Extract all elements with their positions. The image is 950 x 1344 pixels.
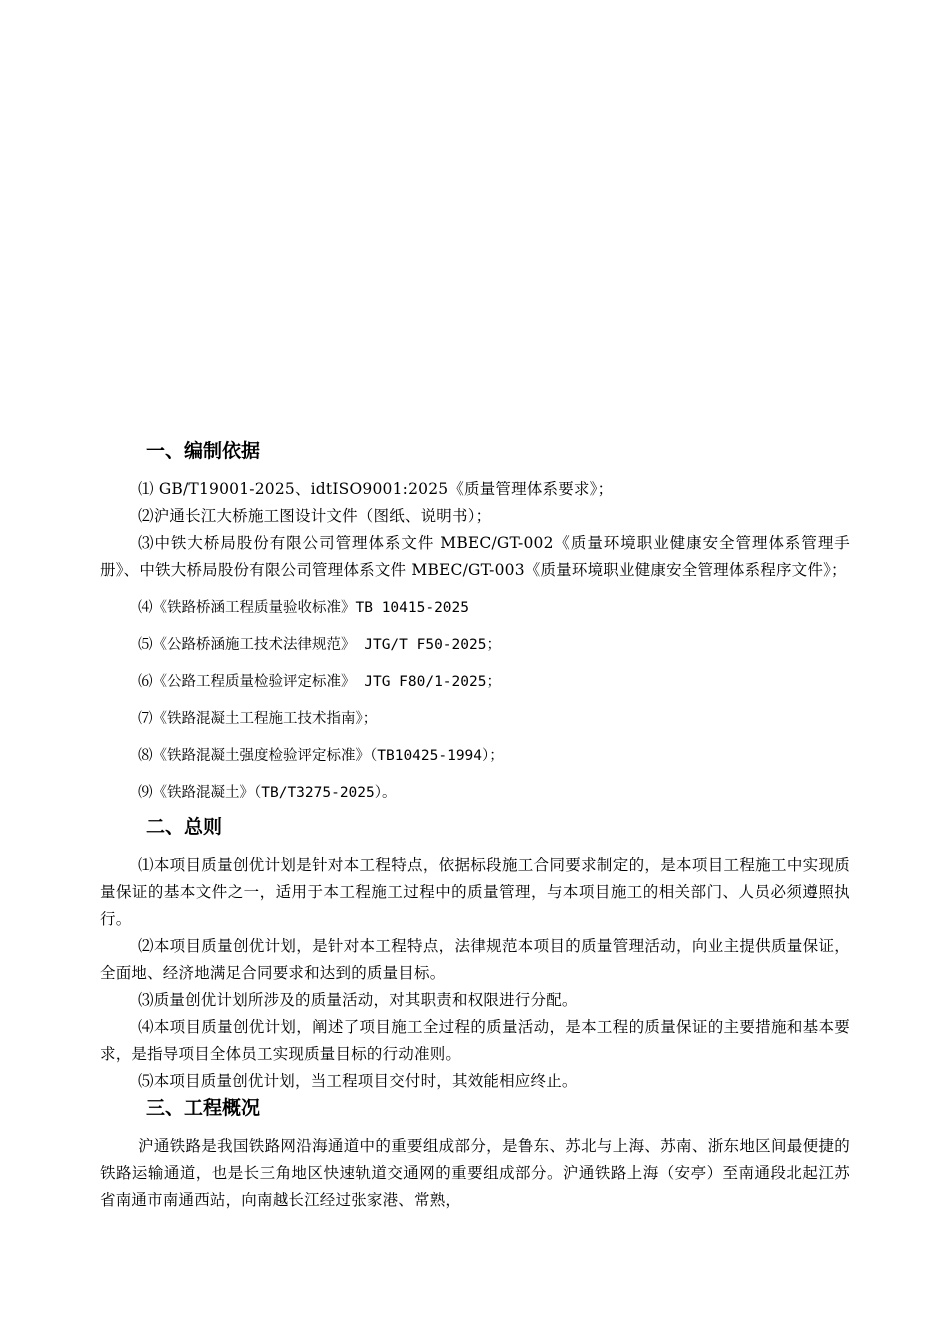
document-page — [100, 436, 850, 1214]
basis-item-5: ⑸《公路桥涵施工技术法律规范》 JTG/T F50-2025； — [138, 637, 501, 653]
general-item-1: ⑴本项目质量创优计划是针对本工程特点，依据标段施工合同要求制定的，是本项目工程施工中实现质量保证的基本文件之一，适用于本工程施工过程中的质量管理，与本项目施工的相关部门、人员必须遵照执行。 — [100, 856, 850, 928]
general-item-3: ⑶质量创优计划所涉及的质量活动，对其职责和权限进行分配。 — [138, 991, 578, 1009]
basis-item-4: ⑷《铁路桥涵工程质量验收标准》TB 10415-2025 — [138, 600, 469, 616]
basis-item-7: ⑺《铁路混凝土工程施工技术指南》； — [138, 711, 378, 727]
basis-item-6: ⑹《公路工程质量检验评定标准》 JTG F80/1-2025； — [138, 674, 501, 690]
basis-item-9: ⑼《铁路混凝土》（TB/T3275-2025）。 — [138, 785, 397, 801]
section-heading-general: 二、总则 — [146, 816, 223, 838]
basis-item-1: ⑴ GB/T19001-2025、idtISO9001:2025《质量管理体系要求》； — [138, 480, 614, 498]
basis-item-2: ⑵沪通长江大桥施工图设计文件（图纸、说明书）； — [138, 507, 492, 525]
basis-item-8: ⑻《铁路混凝土强度检验评定标准》（TB10425-1994）； — [138, 748, 504, 764]
general-item-2: ⑵本项目质量创优计划，是针对本工程特点，法律规范本项目的质量管理活动，向业主提供质量保证，全面地、经济地满足合同要求和达到的质量目标。 — [100, 937, 850, 982]
overview-paragraph: 沪通铁路是我国铁路网沿海通道中的重要组成部分，是鲁东、苏北与上海、苏南、浙东地区间最便捷的铁路运输通道，也是长三角地区快速轨道交通网的重要组成部分。沪通铁路上海（安亭）至南通段北起江苏省南通市南通西站，向南越长江经过张家港、常熟， — [100, 1137, 850, 1209]
basis-item-3: ⑶中铁大桥局股份有限公司管理体系文件 MBEC/GT-002《质量环境职业健康安全管理体系管理手册》、中铁大桥局股份有限公司管理体系文件 MBEC/GT-003《质量环境职业健康安全管理体系程序文件》； — [100, 534, 850, 579]
section-heading-basis: 一、编制依据 — [146, 440, 261, 462]
section-heading-overview: 三、工程概况 — [146, 1097, 261, 1119]
general-item-4: ⑷本项目质量创优计划，阐述了项目施工全过程的质量活动，是本工程的质量保证的主要措施和基本要求，是指导项目全体员工实现质量目标的行动准则。 — [100, 1018, 850, 1063]
general-item-5: ⑸本项目质量创优计划，当工程项目交付时，其效能相应终止。 — [138, 1072, 578, 1090]
